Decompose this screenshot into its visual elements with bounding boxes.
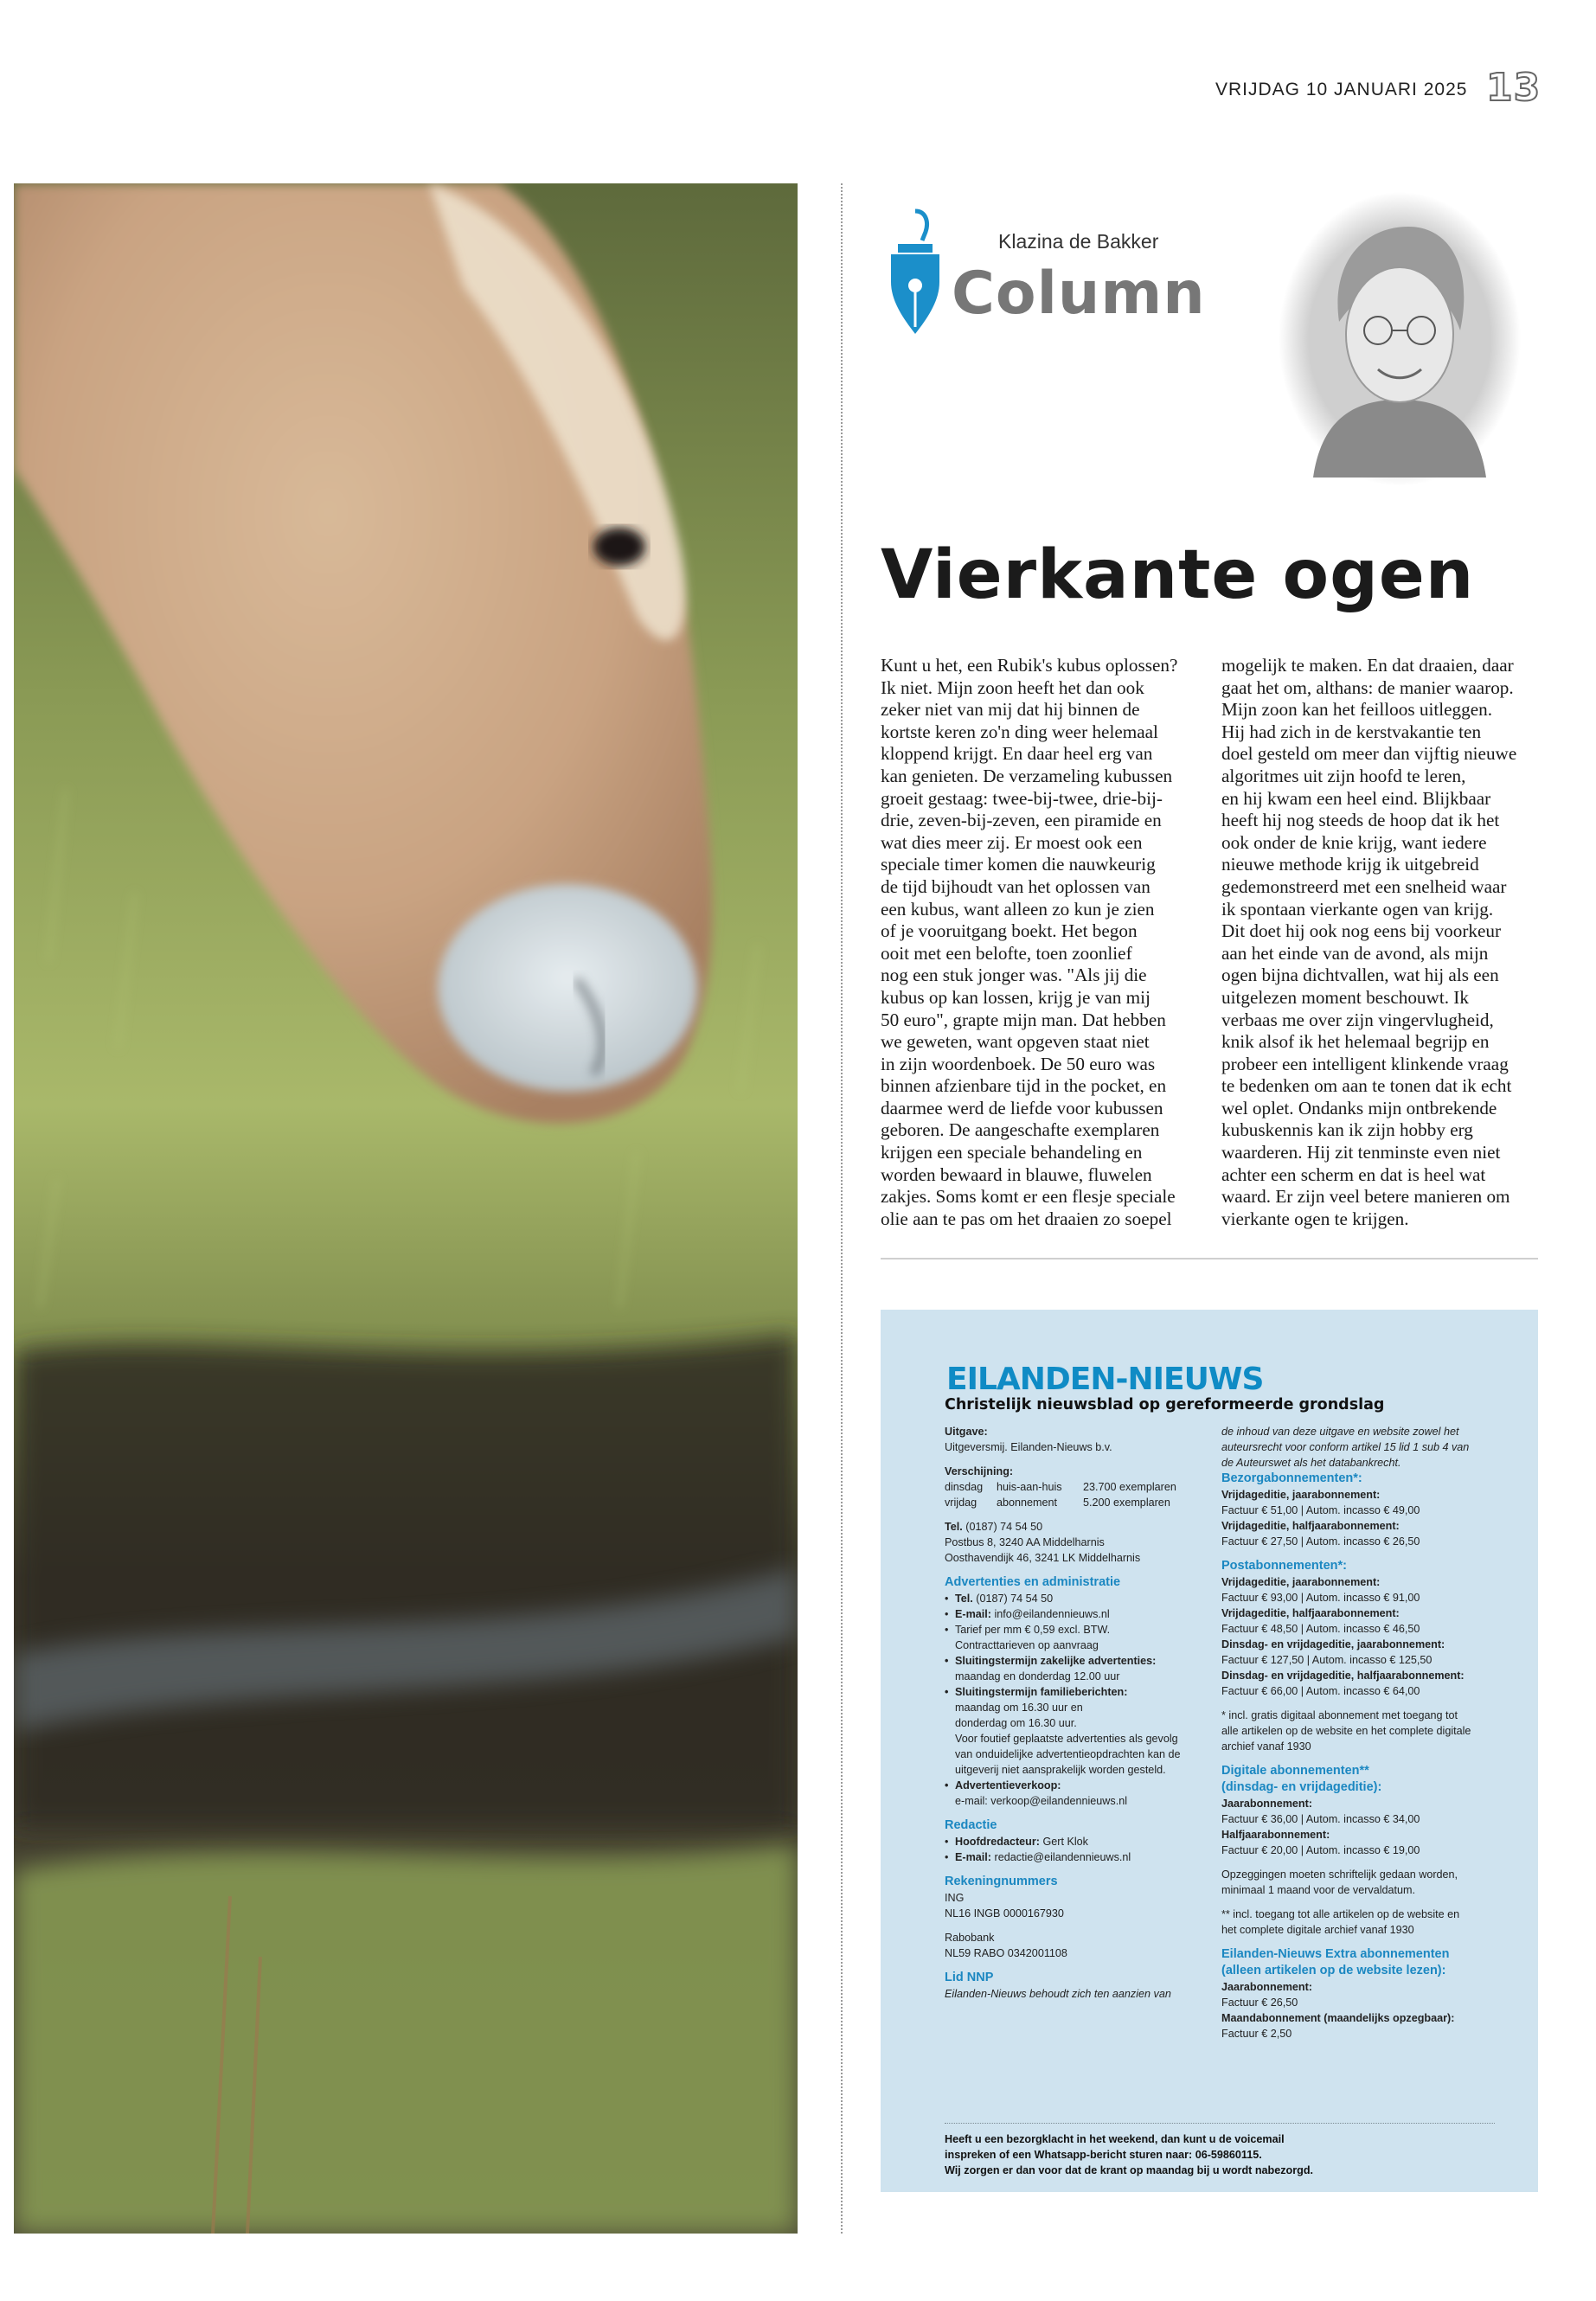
lid-nnp: Lid NNP bbox=[945, 1971, 994, 1984]
article-line: groeit gestaag: twee-bij-twee, drie-bij- bbox=[881, 787, 1163, 809]
bank-name: ING bbox=[945, 1892, 965, 1904]
address: Oosthavendijk 46, 3241 LK Middelharnis bbox=[945, 1552, 1141, 1564]
adv-verkoop-value: e-mail: verkoop@eilandennieuws.nl bbox=[955, 1795, 1127, 1807]
phone-value: (0187) 74 54 50 bbox=[965, 1521, 1043, 1533]
brand-tagline: Christelijk nieuwsblad op gereformeerde grondslag bbox=[945, 1396, 1385, 1413]
article-line: speciale timer komen die nauwkeurig bbox=[881, 854, 1156, 875]
article-line: worden bewaard in blauwe, fluwelen bbox=[881, 1163, 1152, 1185]
article-line: doel gesteld om meer dan vijftig nieuwe bbox=[1221, 743, 1517, 765]
article-line: een kubus, want alleen zo kun je zien bbox=[881, 898, 1155, 920]
price-value: Factuur € 27,50 | Autom. incasso € 26,50 bbox=[1221, 1535, 1420, 1548]
opzegging-line: minimaal 1 maand voor de vervaldatum. bbox=[1221, 1884, 1415, 1896]
article-line: 50 euro", grapte mijn man. Dat hebben bbox=[881, 1009, 1166, 1030]
article-line: probeer een intelligent klinkende vraag bbox=[1221, 1053, 1509, 1074]
price-value: Factuur € 2,50 bbox=[1221, 2028, 1292, 2040]
disclaimer-line: van onduidelijke advertentieopdrachten kan de bbox=[955, 1748, 1181, 1760]
article-line: de tijd bijhoudt van het oplossen van bbox=[881, 875, 1151, 897]
article-line: drie, zeven-bij-zeven, een piramide en bbox=[881, 810, 1162, 831]
adv-phone: • Tel. (0187) 74 54 50 bbox=[945, 1591, 1221, 1606]
article-line: vierkante ogen te krijgen. bbox=[1221, 1208, 1409, 1229]
verschijning-day: dinsdag bbox=[945, 1481, 984, 1493]
price-value: Factuur € 20,00 | Autom. incasso € 19,00 bbox=[1221, 1844, 1420, 1856]
bank-name: Rabobank bbox=[945, 1932, 995, 1944]
article-line: gedemonstreerd met een snelheid waar bbox=[1221, 875, 1507, 897]
postbus: Postbus 8, 3240 AA Middelharnis bbox=[945, 1536, 1105, 1548]
article-line: olie aan te pas om het draaien zo soepel bbox=[881, 1208, 1172, 1229]
article-line: kortste keren zo'n ding weer helemaal bbox=[881, 721, 1158, 742]
article-line: Dit doet hij ook nog eens bij voorkeur bbox=[1221, 920, 1502, 942]
article-line: kloppend krijgt. En daar heel erg van bbox=[881, 743, 1153, 765]
sluit-familie-line: donderdag om 16.30 uur. bbox=[955, 1717, 1077, 1729]
footnote-line: * incl. gratis digitaal abonnement met toegang tot bbox=[1221, 1709, 1458, 1721]
disclaimer-line: Voor foutief geplaatste advertenties als gevolg bbox=[955, 1733, 1178, 1745]
verschijning-count: 5.200 exemplaren bbox=[1083, 1497, 1170, 1509]
article-line: nieuwe methode krijg ik uitgebreid bbox=[1221, 854, 1479, 875]
article-line: ook onder de knie krijg, want iedere bbox=[1221, 831, 1487, 853]
article-headline: Vierkante ogen bbox=[881, 536, 1475, 614]
price-value: Factuur € 26,50 bbox=[1221, 1997, 1298, 2009]
digital-title: Digitale abonnementen** bbox=[1221, 1764, 1369, 1778]
colophon-box bbox=[881, 1310, 1538, 2192]
article-line: Hij had zich in de kerstvakantie ten bbox=[1221, 721, 1482, 742]
issue-date: VRIJDAG 10 JANUARI 2025 bbox=[1215, 80, 1468, 99]
sluit-zakelijk-value: maandag en donderdag 12.00 uur bbox=[955, 1670, 1120, 1682]
phone-label: Tel. bbox=[945, 1521, 963, 1533]
bank-number: NL16 INGB 0000167930 bbox=[945, 1907, 1064, 1920]
verschijning-type: abonnement bbox=[997, 1497, 1058, 1509]
article-line: kubuskennis kan ik zijn hobby erg bbox=[1221, 1119, 1473, 1141]
hoofdredacteur: • Hoofdredacteur: Gert Klok bbox=[945, 1834, 1221, 1849]
article-line: waard. Er zijn veel betere manieren om bbox=[1221, 1186, 1510, 1208]
sluit-zakelijk-label: • Sluitingstermijn zakelijke advertenties: bbox=[945, 1653, 1221, 1669]
price-label: Maandabonnement (maandelijks opzegbaar): bbox=[1221, 2012, 1455, 2024]
article-line: algoritmes uit zijn hoofd te leren, bbox=[1221, 765, 1466, 786]
article-line: Mijn zoon kan het feilloos uitleggen. bbox=[1221, 699, 1493, 721]
article-line: aan het einde van de avond, als mijn bbox=[1221, 942, 1489, 964]
article-body-column-2 bbox=[1221, 655, 1542, 1230]
article-line: te bedenken om aan te tonen dat ik echt bbox=[1221, 1075, 1512, 1097]
article-separator bbox=[881, 1258, 1538, 1259]
column-label: Column bbox=[952, 260, 1206, 328]
article-line: achter een scherm en dat is heel wat bbox=[1221, 1163, 1486, 1185]
article-line: gaat het om, althans: de manier waarop. bbox=[1221, 676, 1514, 698]
digital-title: (dinsdag- en vrijdageditie): bbox=[1221, 1780, 1382, 1794]
article-line: ooit met een belofte, toen zoonlief bbox=[881, 942, 1132, 964]
verschijning-label: Verschijning: bbox=[945, 1465, 1014, 1477]
verschijning-day: vrijdag bbox=[945, 1497, 977, 1509]
article-line: geboren. De aangeschafte exemplaren bbox=[881, 1119, 1160, 1141]
disclaimer-line: uitgeverij niet aansprakelijk worden gesteld. bbox=[955, 1764, 1166, 1776]
price-label: Halfjaarabonnement: bbox=[1221, 1829, 1330, 1841]
footnote-line: archief vanaf 1930 bbox=[1221, 1740, 1311, 1753]
extra-title: Eilanden-Nieuws Extra abonnementen bbox=[1221, 1947, 1450, 1961]
rechten-line: auteursrecht voor conform artikel 15 lid 1 sub 4 van bbox=[1221, 1441, 1470, 1453]
price-value: Factuur € 48,50 | Autom. incasso € 46,50 bbox=[1221, 1623, 1420, 1635]
verschijning-count: 23.700 exemplaren bbox=[1083, 1481, 1176, 1493]
verschijning-row bbox=[945, 1495, 1221, 1510]
uitgave-value: Uitgeversmij. Eilanden-Nieuws b.v. bbox=[945, 1441, 1112, 1453]
post-title: Postabonnementen*: bbox=[1221, 1559, 1348, 1573]
article-line: wat dies meer zij. Er moest ook een bbox=[881, 831, 1143, 853]
article-line: Kunt u het, een Rubik's kubus oplossen? bbox=[881, 655, 1178, 676]
vertical-divider bbox=[841, 183, 843, 2234]
adv-email: • E-mail: info@eilandennieuws.nl bbox=[945, 1606, 1221, 1622]
article-line: knik alsof ik het helemaal begrijp en bbox=[1221, 1031, 1490, 1053]
article-line: zakjes. Soms komt er een flesje speciale bbox=[881, 1186, 1176, 1208]
price-label: Dinsdag- en vrijdageditie, jaarabonnement: bbox=[1221, 1638, 1445, 1650]
complaint-line: Wij zorgen er dan voor dat de krant op maandag bij u wordt nabezorgd. bbox=[945, 2164, 1314, 2176]
article-line: verbaas me over zijn vingervlugheid, bbox=[1221, 1009, 1494, 1030]
article-line: ogen bijna dichtvallen, wat hij als een bbox=[1221, 965, 1499, 986]
author-name: Klazina de Bakker bbox=[998, 230, 1159, 253]
article-line: uitgelezen moment beschouwt. Ik bbox=[1221, 986, 1469, 1008]
delivery-complaint-notice bbox=[945, 2131, 1498, 2178]
author-portrait bbox=[1279, 192, 1521, 490]
verschijning-row bbox=[945, 1479, 1221, 1495]
price-label: Jaarabonnement: bbox=[1221, 1798, 1312, 1810]
redactie-title: Redactie bbox=[945, 1818, 997, 1832]
contract-tarieven: Contracttarieven op aanvraag bbox=[955, 1639, 1099, 1651]
price-value: Factuur € 51,00 | Autom. incasso € 49,00 bbox=[1221, 1504, 1420, 1516]
price-label: Vrijdageditie, jaarabonnement: bbox=[1221, 1576, 1381, 1588]
adv-verkoop-label: • Advertentieverkoop: bbox=[945, 1778, 1221, 1793]
article-line: krijgen een speciale behandeling en bbox=[881, 1142, 1143, 1163]
bank-number: NL59 RABO 0342001108 bbox=[945, 1947, 1067, 1959]
article-line: we geweten, want opgeven staat niet bbox=[881, 1031, 1150, 1053]
rekening-title: Rekeningnummers bbox=[945, 1875, 1058, 1888]
bezorg-title: Bezorgabonnementen*: bbox=[1221, 1471, 1362, 1485]
adv-section-title: Advertenties en administratie bbox=[945, 1575, 1121, 1589]
article-line: binnen afzienbare tijd in the pocket, en bbox=[881, 1075, 1167, 1097]
complaint-line: inspreken of een Whatsapp-bericht sturen naar: 06-59860115. bbox=[945, 2149, 1262, 2161]
rechten-line: Eilanden-Nieuws behoudt zich ten aanzien van bbox=[945, 1988, 1171, 2000]
price-label: Vrijdageditie, halfjaarabonnement: bbox=[1221, 1607, 1400, 1619]
price-label: Jaarabonnement: bbox=[1221, 1981, 1312, 1993]
price-label: Vrijdageditie, halfjaarabonnement: bbox=[1221, 1520, 1400, 1532]
article-line: ik spontaan vierkante ogen van krijg. bbox=[1221, 898, 1494, 920]
price-value: Factuur € 66,00 | Autom. incasso € 64,00 bbox=[1221, 1685, 1420, 1697]
footnote-line: ** incl. toegang tot alle artikelen op de website en bbox=[1221, 1908, 1460, 1920]
price-label: Dinsdag- en vrijdageditie, halfjaarabonnement: bbox=[1221, 1670, 1465, 1682]
article-line: nog een stuk jonger was. "Als jij die bbox=[881, 965, 1147, 986]
extra-title: (alleen artikelen op de website lezen): bbox=[1221, 1964, 1446, 1977]
colophon-divider bbox=[945, 2123, 1495, 2124]
tarief: • Tarief per mm € 0,59 excl. BTW. bbox=[945, 1622, 1221, 1638]
article-line: mogelijk te maken. En dat draaien, daar bbox=[1221, 655, 1514, 676]
article-line: of je vooruitgang boekt. Het begon bbox=[881, 920, 1138, 942]
fountain-pen-nib-icon bbox=[881, 206, 950, 340]
footnote-line: alle artikelen op de website en het complete digitale bbox=[1221, 1725, 1471, 1737]
article-line: wel oplet. Ondanks mijn ontbrekende bbox=[1221, 1097, 1497, 1118]
horse-photo bbox=[14, 183, 798, 2234]
page-number: 13 bbox=[1486, 66, 1542, 110]
uitgave-label: Uitgave: bbox=[945, 1426, 988, 1438]
opzegging-line: Opzeggingen moeten schriftelijk gedaan worden, bbox=[1221, 1868, 1458, 1881]
article-body-column-1 bbox=[881, 655, 1201, 1230]
article-line: in zijn woordenboek. De 50 euro was bbox=[881, 1053, 1156, 1074]
price-value: Factuur € 127,50 | Autom. incasso € 125,50 bbox=[1221, 1654, 1433, 1666]
article-line: heeft hij nog steeds de hoop dat ik het bbox=[1221, 810, 1500, 831]
price-label: Vrijdageditie, jaarabonnement: bbox=[1221, 1489, 1381, 1501]
article-line: Ik niet. Mijn zoon heeft het dan ook bbox=[881, 676, 1144, 698]
article-line: kan genieten. De verzameling kubussen bbox=[881, 765, 1173, 786]
verschijning-type: huis-aan-huis bbox=[997, 1481, 1062, 1493]
colophon-right-column bbox=[1221, 1424, 1516, 2041]
article-line: en hij kwam een heel eind. Blijkbaar bbox=[1221, 787, 1491, 809]
article-line: kubus op kan lossen, krijg je van mij bbox=[881, 986, 1151, 1008]
redactie-email: • E-mail: redactie@eilandennieuws.nl bbox=[945, 1849, 1221, 1865]
brand-logo: EILANDEN-NIEUWS bbox=[946, 1362, 1264, 1397]
footnote-line: het complete digitale archief vanaf 1930 bbox=[1221, 1924, 1414, 1936]
article-line: daarmee werd de liefde voor kubussen bbox=[881, 1097, 1163, 1118]
rechten-line: de Auteurswet als het databankrecht. bbox=[1221, 1457, 1401, 1469]
sluit-familie-label: • Sluitingstermijn familieberichten: bbox=[945, 1684, 1221, 1700]
article-line: zeker niet van mij dat hij binnen de bbox=[881, 699, 1140, 721]
article-line: waarderen. Hij zit tenminste even niet bbox=[1221, 1142, 1501, 1163]
phone-line bbox=[945, 1519, 1221, 1535]
sluit-familie-line: maandag om 16.30 uur en bbox=[955, 1702, 1083, 1714]
rechten-line: de inhoud van deze uitgave en website zowel het bbox=[1221, 1426, 1459, 1438]
price-value: Factuur € 36,00 | Autom. incasso € 34,00 bbox=[1221, 1813, 1420, 1825]
complaint-line: Heeft u een bezorgklacht in het weekend, dan kunt u de voicemail bbox=[945, 2133, 1285, 2145]
price-value: Factuur € 93,00 | Autom. incasso € 91,00 bbox=[1221, 1592, 1420, 1604]
colophon-left-column bbox=[945, 1424, 1221, 2002]
